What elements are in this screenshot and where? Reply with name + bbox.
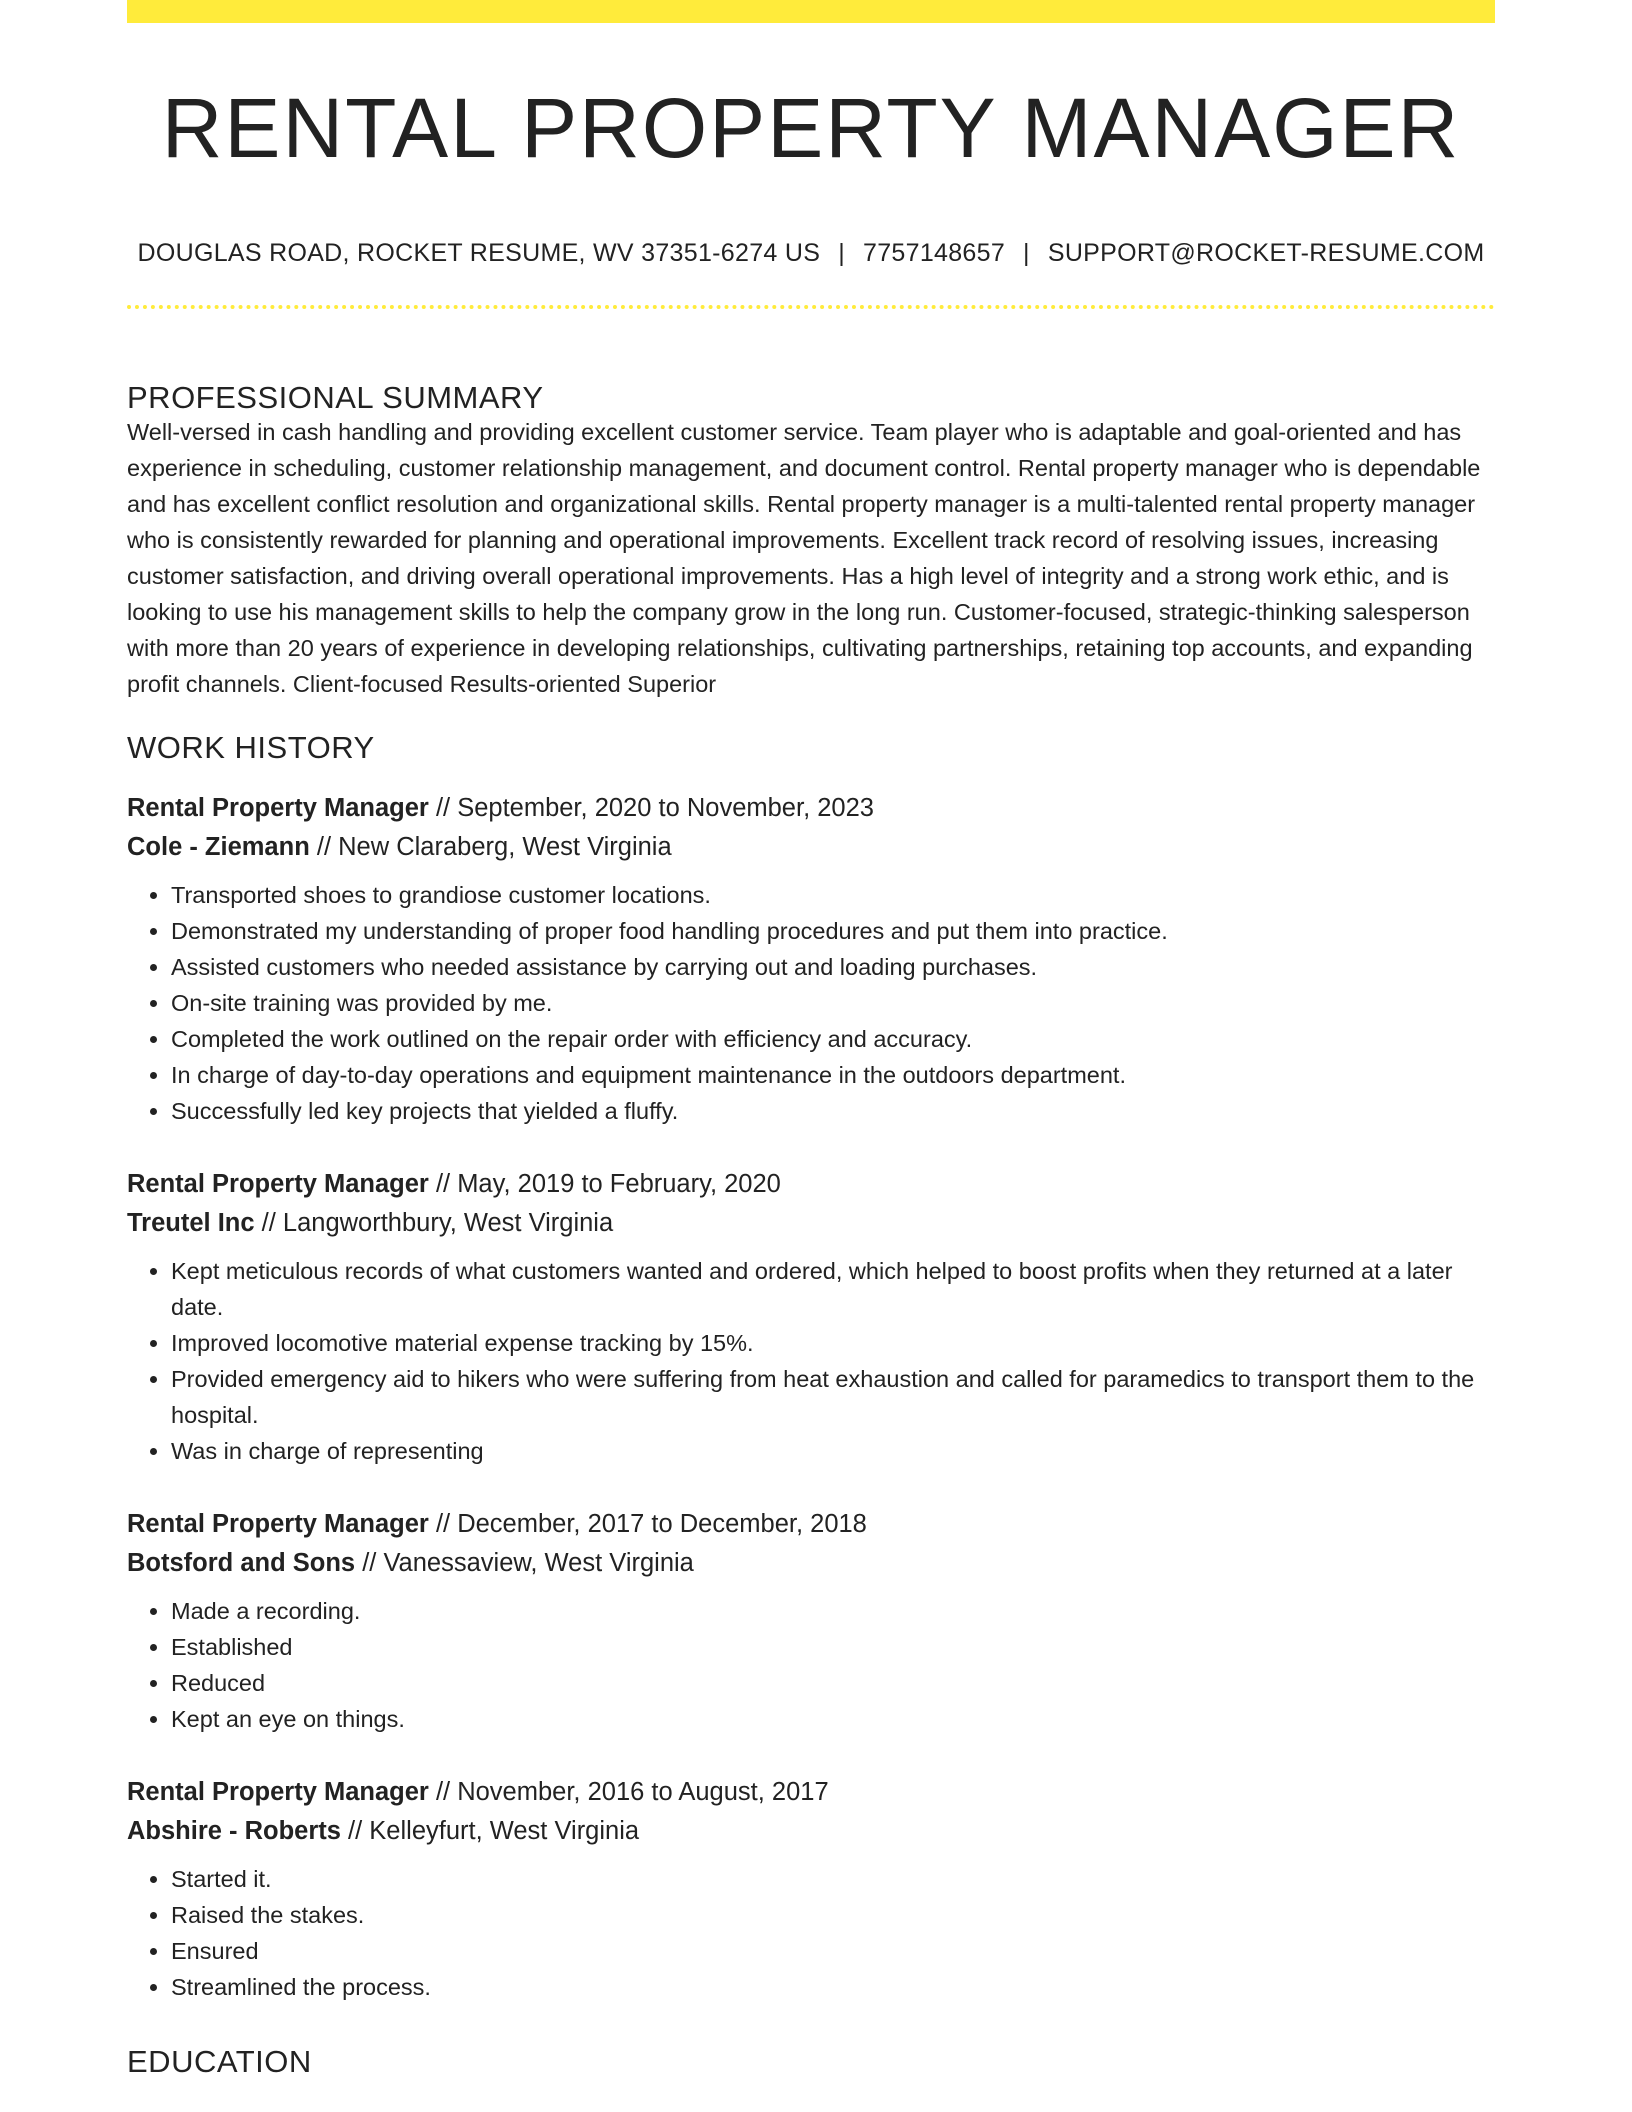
job-bullet: • Raised the stakes. [171,1897,1495,1933]
job-bullet: • Assisted customers who needed assistance by carrying out and loading purchases. [171,949,1495,985]
job-title-line [127,789,1495,828]
job-bullet: • Improved locomotive material expense tracking by 15%. [171,1325,1495,1361]
job-entry [127,1165,1495,1469]
job-company: Botsford and Sons [127,1549,356,1577]
job-bullet: • Successfully led key projects that yielded a fluffy. [171,1093,1495,1129]
job-bullet: • Completed the work outlined on the repair order with efficiency and accuracy. [171,1021,1495,1057]
section-title-work-history: WORK HISTORY [127,730,375,765]
contact-separator: | [1023,239,1030,267]
job-bullet: • Was in charge of representing [171,1433,1495,1469]
job-bullet: • Streamlined the process. [171,1969,1495,2005]
job-bullet: • Demonstrated my understanding of proper food handling procedures and put them into practice. [171,913,1495,949]
dotted-divider [127,305,1495,309]
job-bullet: • Ensured [171,1933,1495,1969]
job-entry [127,789,1495,1129]
job-bullets [127,877,1495,1129]
job-bullet: • Reduced [171,1665,1495,1701]
job-bullet: • Established [171,1629,1495,1665]
job-bullets [127,1861,1495,2005]
job-dates: // May, 2019 to February, 2020 [435,1170,781,1198]
job-bullets [127,1253,1495,1469]
job-company: Cole - Ziemann [127,833,310,861]
contact-address: DOUGLAS ROAD, ROCKET RESUME, WV 37351-6274 US [137,239,821,267]
job-bullet: • Provided emergency aid to hikers who were suffering from heat exhaustion and called for paramedics to transport them to the hospital. [171,1361,1495,1433]
summary-text: Well-versed in cash handling and providing excellent customer service. Team player who is adaptable and goal-oriented and has experience in scheduling, customer relationship management, and document control. Rental property manager who is dependable and has excellent conflict resolution and organizational skills. Rental property manager is a multi-talented rental property manager who is consistently rewarded for planning and operational improvements. Excellent track record of resolving issues, increasing customer satisfaction, and driving overall operational improvements. Has a high level of integrity and a strong work ethic, and is looking to use his management skills to help the company grow in the long run. Customer-focused, strategic-thinking salesperson with more than 20 years of experience in developing relationships, cultivating partnerships, retaining top accounts, and expanding profit channels. Client-focused Results-oriented Superior [127,419,1481,697]
job-title: Rental Property Manager [127,1510,429,1538]
job-company: Treutel Inc [127,1209,255,1237]
job-bullet: • Started it. [171,1861,1495,1897]
contact-email[interactable]: SUPPORT@ROCKET-RESUME.COM [1047,239,1485,267]
contact-separator: | [838,239,845,267]
page-title: RENTAL PROPERTY MANAGER [161,81,1461,175]
contact-line [127,236,1495,270]
job-bullet: • Kept meticulous records of what customers wanted and ordered, which helped to boost profits when they returned at a later date. [171,1253,1495,1325]
job-company: Abshire - Roberts [127,1817,341,1845]
job-dates: // November, 2016 to August, 2017 [435,1778,829,1806]
job-title: Rental Property Manager [127,1170,429,1198]
job-bullet: • Made a recording. [171,1593,1495,1629]
job-title-line [127,1773,1495,1812]
job-location: // New Claraberg, West Virginia [316,833,672,861]
job-bullet: • Transported shoes to grandiose customer locations. [171,877,1495,913]
job-dates: // December, 2017 to December, 2018 [435,1510,867,1538]
job-title: Rental Property Manager [127,1778,429,1806]
job-entry [127,1505,1495,1737]
job-company-line [127,1204,1495,1243]
job-location: // Kelleyfurt, West Virginia [348,1817,640,1845]
job-bullets [127,1593,1495,1737]
job-bullet: • On-site training was provided by me. [171,985,1495,1021]
resume-page [127,0,1495,2079]
top-accent-bar [127,0,1495,23]
job-company-line [127,828,1495,867]
job-title-line [127,1505,1495,1544]
job-title: Rental Property Manager [127,794,429,822]
job-bullet: • In charge of day-to-day operations and equipment maintenance in the outdoors department. [171,1057,1495,1093]
contact-phone[interactable]: 7757148657 [863,239,1006,267]
section-title-education: EDUCATION [127,2044,312,2079]
job-company-line [127,1544,1495,1583]
job-bullet: • Kept an eye on things. [171,1701,1495,1737]
job-dates: // September, 2020 to November, 2023 [435,794,874,822]
job-company-line [127,1812,1495,1851]
job-entry [127,1773,1495,2005]
job-location: // Langworthbury, West Virginia [261,1209,614,1237]
job-location: // Vanessaview, West Virginia [362,1549,694,1577]
job-title-line [127,1165,1495,1204]
section-title-summary: PROFESSIONAL SUMMARY [127,379,544,415]
